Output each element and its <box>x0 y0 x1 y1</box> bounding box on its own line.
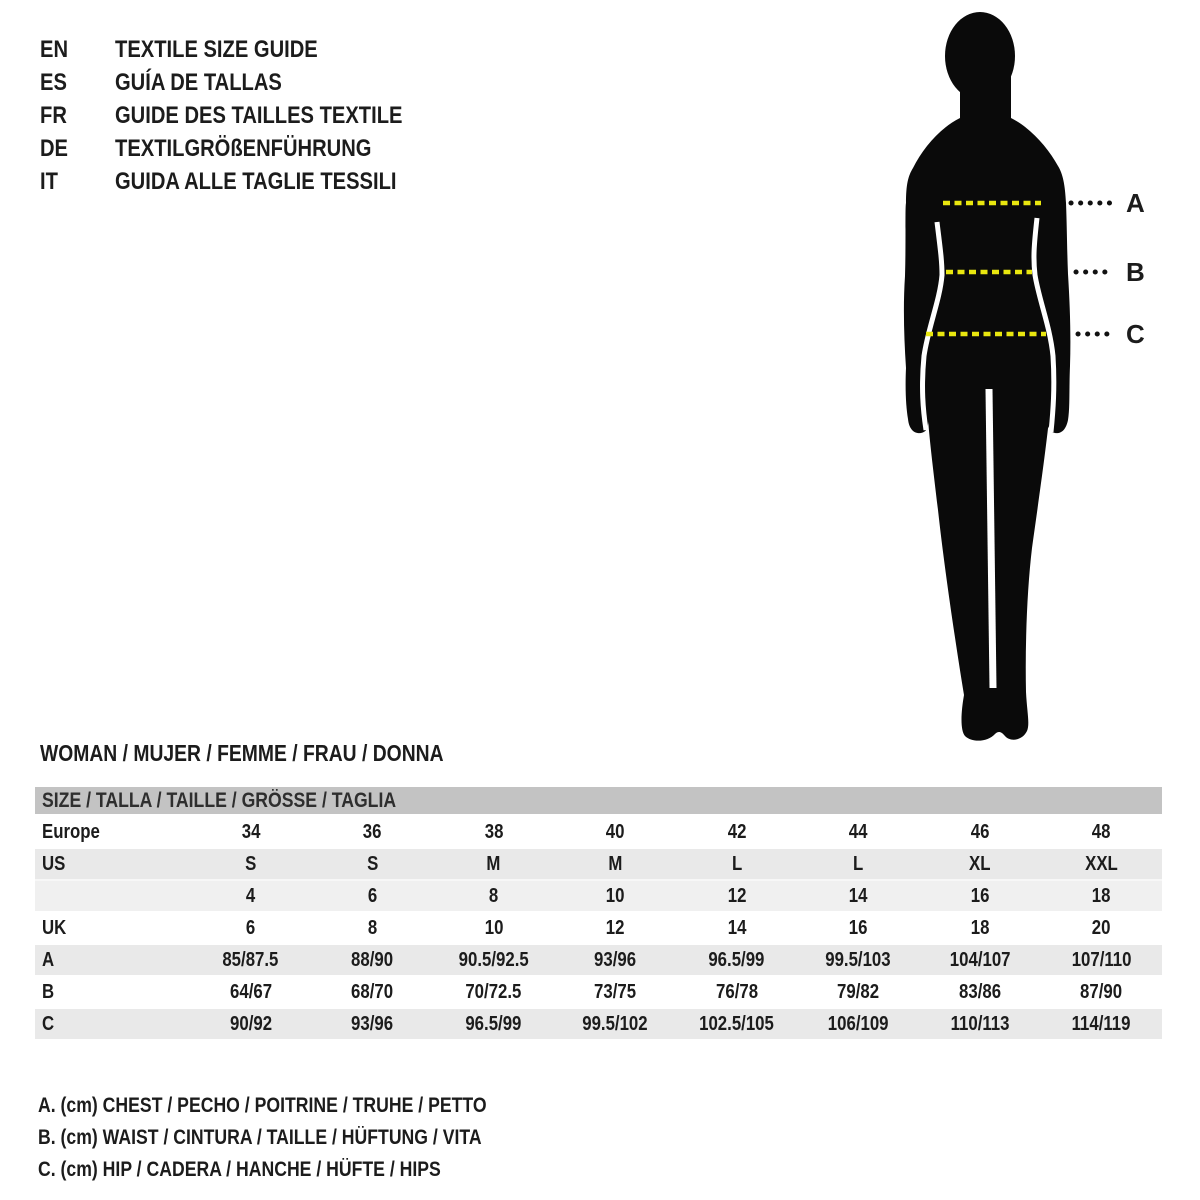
cell: S <box>366 853 378 875</box>
cell: XXL <box>1084 853 1118 875</box>
lang-code-it: IT <box>40 168 58 195</box>
measurement-figure <box>858 0 1118 770</box>
lang-row-es <box>40 66 457 99</box>
size-table-header <box>35 787 1162 814</box>
cell: 114/119 <box>1071 1013 1131 1035</box>
cell: 87/90 <box>1080 981 1123 1003</box>
lang-title-it: GUIDA ALLE TAGLIE TESSILI <box>115 168 397 195</box>
lang-title-fr: GUIDE DES TAILLES TEXTILE <box>115 102 403 129</box>
lang-code-fr: FR <box>40 102 67 129</box>
lang-row-de <box>40 132 457 165</box>
cell: 104/107 <box>949 949 1011 971</box>
cell: 93/96 <box>594 949 637 971</box>
lang-code-en: EN <box>40 36 69 63</box>
section-title <box>40 740 520 767</box>
row-label: US <box>42 853 66 875</box>
lang-title-de: TEXTILGRÖßENFÜHRUNG <box>115 135 372 162</box>
cell: XL <box>969 853 991 875</box>
lang-title-en: TEXTILE SIZE GUIDE <box>115 36 318 63</box>
lang-row-en <box>40 33 457 66</box>
cell: 4 <box>246 885 256 907</box>
cell: M <box>486 853 501 875</box>
cell: 102.5/105 <box>699 1013 775 1035</box>
lang-code-de: DE <box>40 135 69 162</box>
table-row-hip-c <box>35 1009 1162 1041</box>
lang-title-es: GUÍA DE TALLAS <box>115 69 282 96</box>
table-row-chest-a <box>35 945 1162 977</box>
cell: 68/70 <box>351 981 394 1003</box>
row-label: UK <box>42 917 67 939</box>
cell: L <box>853 853 864 875</box>
cell: 46 <box>970 821 990 843</box>
cell: 12 <box>605 917 625 939</box>
cell: 48 <box>1091 821 1111 843</box>
table-row-uk <box>35 913 1162 945</box>
legend-chest <box>38 1090 572 1122</box>
measure-marker-b: B <box>1126 257 1145 287</box>
measure-marker-c: C <box>1126 319 1145 349</box>
cell: 99.5/103 <box>825 949 891 971</box>
cell: S <box>245 853 257 875</box>
cell: 18 <box>970 917 990 939</box>
table-row-us-numeric <box>35 881 1162 913</box>
lang-row-fr <box>40 99 457 132</box>
cell: 83/86 <box>958 981 1001 1003</box>
size-table <box>35 787 1162 1041</box>
cell: 8 <box>367 917 377 939</box>
cell: 88/90 <box>351 949 394 971</box>
size-table-header-text: SIZE / TALLA / TAILLE / GRÖSSE / TAGLIA <box>42 789 397 812</box>
cell: 99.5/102 <box>582 1013 648 1035</box>
legend-hip-text: C. (cm) HIP / CADERA / HANCHE / HÜFTE / HIPS <box>38 1158 441 1181</box>
lang-row-it <box>40 165 457 198</box>
cell: 20 <box>1091 917 1111 939</box>
cell: 14 <box>848 885 868 907</box>
table-row-us <box>35 849 1162 881</box>
measurement-legend <box>38 1090 572 1186</box>
cell: 12 <box>727 885 747 907</box>
measure-marker-a: A <box>1126 188 1145 218</box>
cell: 93/96 <box>351 1013 394 1035</box>
cell: 38 <box>484 821 504 843</box>
cell: 110/113 <box>950 1013 1010 1035</box>
cell: L <box>731 853 742 875</box>
legend-waist-text: B. (cm) WAIST / CINTURA / TAILLE / HÜFTUNG / VITA <box>38 1126 482 1149</box>
cell: 42 <box>727 821 747 843</box>
section-title-text: WOMAN / MUJER / FEMME / FRAU / DONNA <box>40 740 444 766</box>
legend-hip <box>38 1154 572 1186</box>
cell: 85/87.5 <box>222 949 279 971</box>
row-label: B <box>42 981 55 1003</box>
cell: 76/78 <box>715 981 758 1003</box>
legend-waist <box>38 1122 572 1154</box>
legend-chest-text: A. (cm) CHEST / PECHO / POITRINE / TRUHE / PETTO <box>38 1094 487 1117</box>
cell: 6 <box>367 885 377 907</box>
cell: 70/72.5 <box>465 981 522 1003</box>
cell: 64/67 <box>229 981 272 1003</box>
language-list <box>40 33 457 198</box>
cell: 106/109 <box>827 1013 889 1035</box>
table-row-waist-b <box>35 977 1162 1009</box>
cell: 6 <box>246 917 256 939</box>
cell: 107/110 <box>1071 949 1132 971</box>
cell: 44 <box>848 821 868 843</box>
cell: 18 <box>1091 885 1111 907</box>
cell: 90.5/92.5 <box>458 949 529 971</box>
cell: 16 <box>848 917 868 939</box>
cell: 90/92 <box>229 1013 272 1035</box>
cell: M <box>608 853 623 875</box>
cell: 14 <box>727 917 747 939</box>
leg-gap <box>989 389 993 688</box>
lang-code-es: ES <box>40 69 67 96</box>
cell: 96.5/99 <box>465 1013 522 1035</box>
cell: 36 <box>362 821 382 843</box>
cell: 10 <box>605 885 625 907</box>
row-label: Europe <box>42 821 100 843</box>
row-label: A <box>42 949 55 971</box>
cell: 73/75 <box>594 981 637 1003</box>
cell: 79/82 <box>837 981 880 1003</box>
cell: 8 <box>489 885 499 907</box>
cell: 10 <box>484 917 504 939</box>
cell: 96.5/99 <box>708 949 765 971</box>
cell: 16 <box>970 885 990 907</box>
row-label: C <box>42 1013 55 1035</box>
cell: 40 <box>605 821 625 843</box>
table-row-europe <box>35 817 1162 849</box>
cell: 34 <box>241 821 261 843</box>
